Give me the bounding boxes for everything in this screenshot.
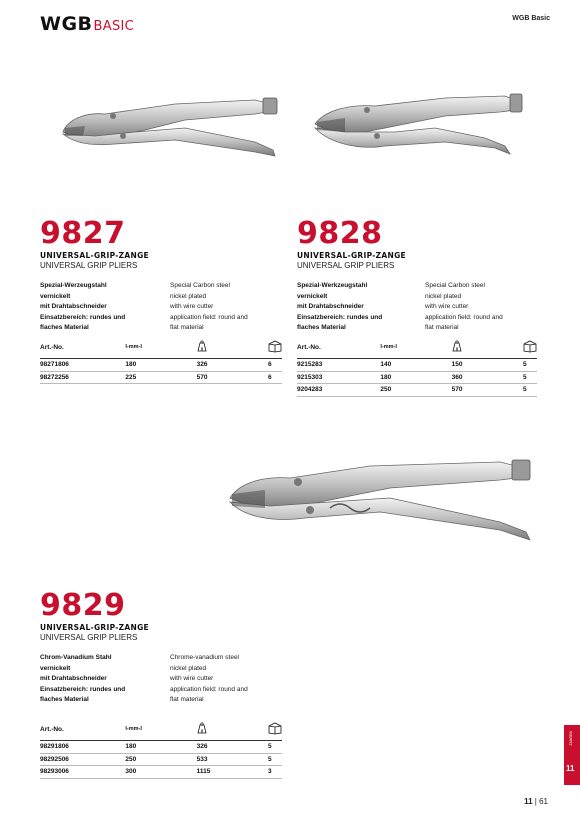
spec-de: Spezial-Werzeugstahl vernickelt mit Drahtabschneider Einsatzbereich: rundes und flaches Material	[40, 282, 126, 331]
table-row: 98291806 180 326 5	[40, 741, 282, 754]
spec-en: Special Carbon steel nickel plated with wire cutter application field: round and flat material	[170, 282, 248, 331]
table-row: 98292506 250 533 5	[40, 753, 282, 766]
length-mm-icon: I-mm-I	[125, 718, 196, 741]
page-separator: |	[534, 797, 537, 806]
product-title-de: UNIVERSAL-GRIP-ZANGE	[40, 251, 149, 260]
pliers-9827-image	[55, 90, 285, 170]
length-mm-icon: I-mm-I	[380, 336, 451, 359]
product-title-en: UNIVERSAL GRIP PLIERS	[297, 261, 395, 270]
product-number: 9828	[297, 216, 383, 251]
svg-text:g: g	[200, 728, 203, 733]
table-header	[40, 718, 282, 741]
product-number: 9827	[40, 216, 126, 251]
wgb-basic-logo	[40, 11, 134, 33]
table-row: 9204283 250 570 5	[297, 384, 537, 397]
weight-icon	[452, 336, 523, 359]
article-table	[297, 336, 537, 397]
chapter-tab-label: ZANGEN	[569, 731, 573, 746]
chapter-tab-number: 11	[566, 764, 575, 773]
product-title-de: UNIVERSAL-GRIP-ZANGE	[40, 623, 149, 632]
weight-icon	[197, 336, 268, 359]
pliers-9828-image	[305, 88, 525, 168]
spec-de: Chrom-Vanadium Stahl vernickelt mit Drahtabschneider Einsatzbereich: rundes und flaches Material	[40, 654, 126, 703]
table-row: 98293006 300 1115 3	[40, 766, 282, 779]
article-table	[40, 336, 282, 384]
length-mm-icon: I-mm-I	[125, 336, 196, 359]
logo-sub: BASIC	[93, 19, 135, 34]
page-number-value: 61	[539, 797, 548, 806]
col-art-no: Art.-No.	[40, 718, 125, 741]
chapter-number: 11	[524, 797, 533, 806]
table-row: 9215283 140 150 5	[297, 359, 537, 372]
chapter-side-tab	[564, 725, 580, 785]
product-title-de: UNIVERSAL-GRIP-ZANGE	[297, 251, 406, 260]
table-row: 98272256 225 570 6	[40, 371, 282, 384]
package-box-icon	[523, 336, 537, 359]
product-number: 9829	[40, 588, 126, 623]
package-box-icon	[268, 336, 282, 359]
page-number	[524, 797, 548, 806]
pliers-9829-image	[220, 450, 540, 550]
logo-main: WGB	[40, 13, 93, 35]
spec-en: Chrome-vanadium steel nickel plated with wire cutter application field: round and flat material	[170, 654, 248, 703]
table-row: 9215303 180 360 5	[297, 371, 537, 384]
table-header	[297, 336, 537, 359]
article-table	[40, 718, 282, 779]
svg-text:g: g	[200, 346, 203, 351]
section-label: WGB Basic	[512, 15, 550, 22]
svg-text:g: g	[455, 346, 458, 351]
col-art-no: Art.-No.	[40, 336, 125, 359]
product-title-en: UNIVERSAL GRIP PLIERS	[40, 633, 138, 642]
spec-de: Spezial-Werkzeugstahl vernickelt mit Drahtabschneider Einsatzbereich: rundes und flaches Material	[297, 282, 383, 331]
table-row: 98271806 180 326 6	[40, 359, 282, 372]
product-title-en: UNIVERSAL GRIP PLIERS	[40, 261, 138, 270]
package-box-icon	[268, 718, 282, 741]
spec-en: Special Carbon steel nickel plated with wire cutter application field: round and flat material	[425, 282, 503, 331]
weight-icon	[197, 718, 268, 741]
col-art-no: Art.-No.	[297, 336, 380, 359]
table-header	[40, 336, 282, 359]
